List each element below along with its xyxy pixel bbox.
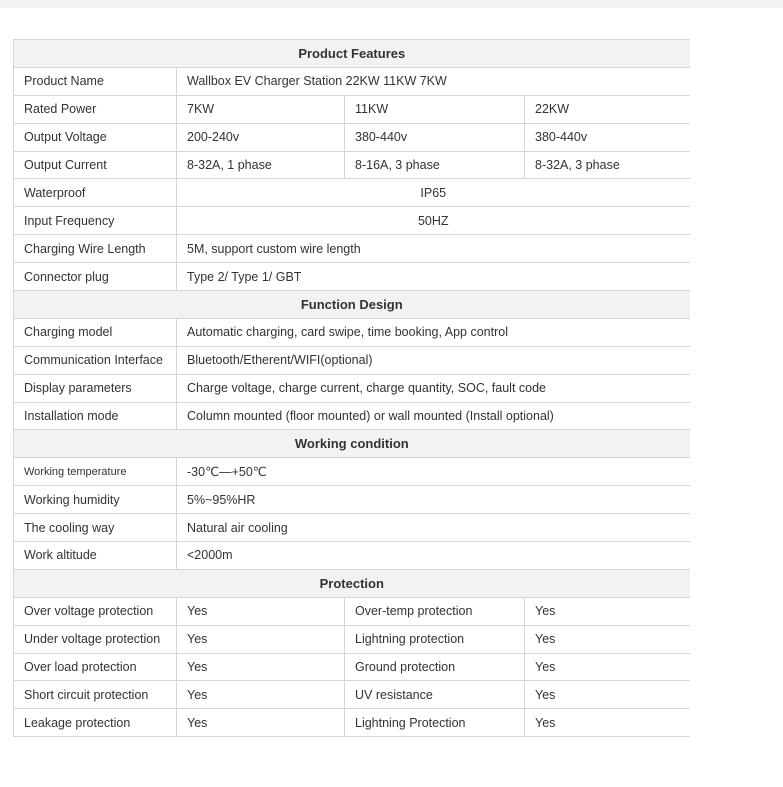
table-row — [14, 653, 690, 681]
row-label: Over load protection — [14, 653, 177, 681]
row-value: Yes — [525, 597, 690, 625]
table-row — [14, 681, 690, 709]
row-label: Output Current — [14, 151, 177, 179]
row-value: 380-440v — [345, 123, 525, 151]
row-label: Product Name — [14, 67, 177, 95]
row-label: Lightning protection — [345, 625, 525, 653]
row-label: Lightning Protection — [345, 709, 525, 737]
section-product-features: Product Features — [14, 40, 690, 68]
row-value: 5%~95%HR — [177, 486, 690, 514]
table-row — [14, 374, 690, 402]
table-row — [14, 542, 690, 570]
row-label: Short circuit protection — [14, 681, 177, 709]
section-working-condition: Working condition — [14, 430, 690, 458]
row-label: Rated Power — [14, 95, 177, 123]
row-value: Yes — [177, 597, 345, 625]
row-value: 50HZ — [177, 207, 690, 235]
row-label: Charging model — [14, 318, 177, 346]
row-value: -30℃—+50℃ — [177, 458, 690, 486]
row-value: IP65 — [177, 179, 690, 207]
table-row — [14, 346, 690, 374]
row-value: Yes — [177, 625, 345, 653]
row-label: Connector plug — [14, 263, 177, 291]
row-label: Over-temp protection — [345, 597, 525, 625]
table-row — [14, 151, 690, 179]
row-label: Input Frequency — [14, 207, 177, 235]
row-label: The cooling way — [14, 514, 177, 542]
table-row — [14, 123, 690, 151]
row-value: Column mounted (floor mounted) or wall mounted (Install optional) — [177, 402, 690, 430]
row-label: Communication Interface — [14, 346, 177, 374]
row-label: Installation mode — [14, 402, 177, 430]
row-value: Yes — [525, 709, 690, 737]
table-row — [14, 263, 690, 291]
row-label: Leakage protection — [14, 709, 177, 737]
row-value: Automatic charging, card swipe, time booking, App control — [177, 318, 690, 346]
row-value: 8-32A, 3 phase — [525, 151, 690, 179]
table-row — [14, 486, 690, 514]
row-value: 200-240v — [177, 123, 345, 151]
row-value: 8-16A, 3 phase — [345, 151, 525, 179]
table-row — [14, 207, 690, 235]
table-row — [14, 318, 690, 346]
table-row — [14, 709, 690, 737]
row-label: Under voltage protection — [14, 625, 177, 653]
row-value: 7KW — [177, 95, 345, 123]
table-row — [14, 458, 690, 486]
row-value: Natural air cooling — [177, 514, 690, 542]
row-value: 11KW — [345, 95, 525, 123]
section-row — [14, 291, 690, 319]
row-value: Yes — [525, 625, 690, 653]
row-label: Working temperature — [14, 458, 177, 486]
table-row — [14, 514, 690, 542]
section-row — [14, 430, 690, 458]
section-protection: Protection — [14, 569, 690, 597]
section-function-design: Function Design — [14, 291, 690, 319]
row-label: Output Voltage — [14, 123, 177, 151]
row-value: Charge voltage, charge current, charge quantity, SOC, fault code — [177, 374, 690, 402]
row-value: Yes — [177, 681, 345, 709]
table-row — [14, 95, 690, 123]
section-row — [14, 569, 690, 597]
row-label: Work altitude — [14, 542, 177, 570]
row-label: UV resistance — [345, 681, 525, 709]
row-value: Yes — [525, 653, 690, 681]
spec-table — [13, 39, 690, 737]
row-value: Yes — [525, 681, 690, 709]
row-value: 5M, support custom wire length — [177, 235, 690, 263]
row-value: Yes — [177, 709, 345, 737]
table-row — [14, 235, 690, 263]
row-label: Working humidity — [14, 486, 177, 514]
row-value: Yes — [177, 653, 345, 681]
table-row — [14, 402, 690, 430]
row-value: Bluetooth/Etherent/WIFI(optional) — [177, 346, 690, 374]
row-value: 380-440v — [525, 123, 690, 151]
row-label: Charging Wire Length — [14, 235, 177, 263]
row-label: Display parameters — [14, 374, 177, 402]
row-value: 22KW — [525, 95, 690, 123]
row-value: 8-32A, 1 phase — [177, 151, 345, 179]
row-value: <2000m — [177, 542, 690, 570]
row-label: Over voltage protection — [14, 597, 177, 625]
top-strip — [0, 0, 783, 8]
row-value: Type 2/ Type 1/ GBT — [177, 263, 690, 291]
table-row — [14, 625, 690, 653]
table-row — [14, 597, 690, 625]
row-value: Wallbox EV Charger Station 22KW 11KW 7KW — [177, 67, 690, 95]
row-label: Waterproof — [14, 179, 177, 207]
row-label: Ground protection — [345, 653, 525, 681]
table-row — [14, 179, 690, 207]
section-row — [14, 40, 690, 68]
table-row — [14, 67, 690, 95]
